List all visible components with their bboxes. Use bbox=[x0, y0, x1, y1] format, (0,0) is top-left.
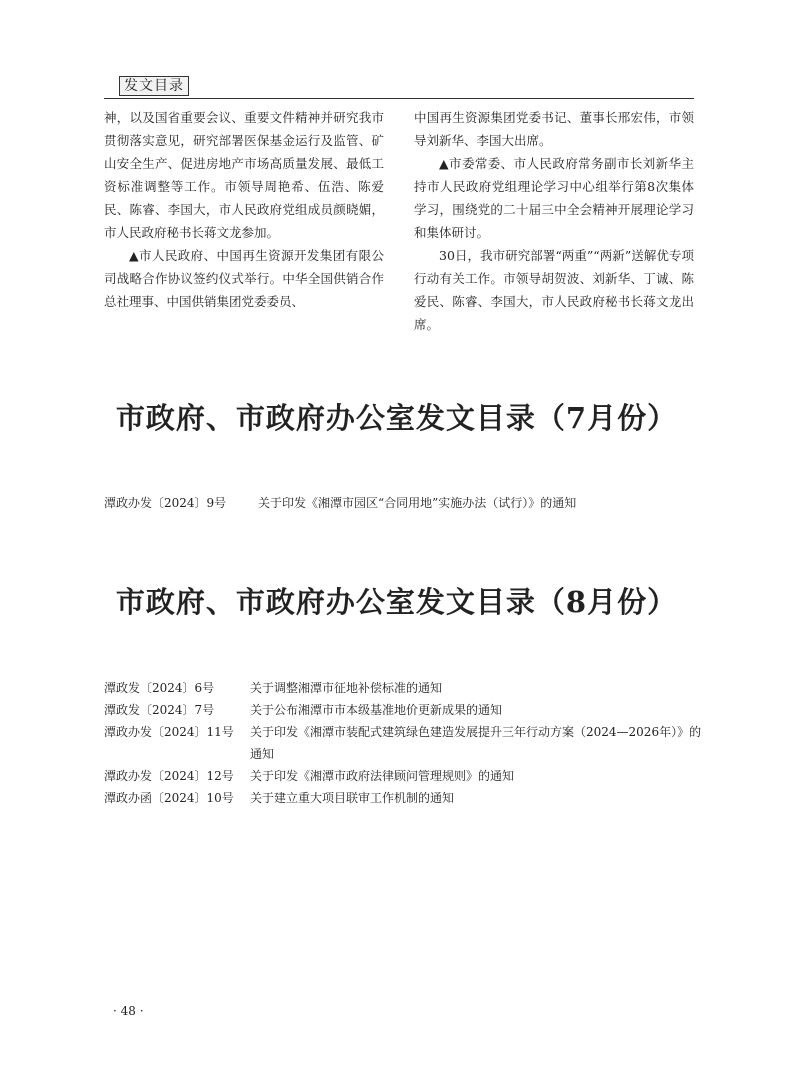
july-section-title: 市政府、市政府办公室发文目录（7月份） bbox=[115, 401, 678, 435]
doc-number: 潭政办发〔2024〕12号 bbox=[104, 769, 234, 783]
left-paragraph-1: 神，以及国省重要会议、重要文件精神并研究我市贯彻落实意见，研究部署医保基金运行及监管、矿山安全生产、促进房地产市场高质量发展、最低工资标准调整等工作。市领导周艳希、伍浩、陈爱民、陈睿、李国大，市人民政府党组成员颜晓媚，市人民政府秘书长蒋文龙参加。 bbox=[104, 110, 384, 240]
page-number: · 48 · bbox=[113, 1004, 144, 1018]
doc-number: 潭政发〔2024〕6号 bbox=[104, 681, 215, 695]
right-paragraph-1: 中国再生资源集团党委书记、董事长邢宏伟，市领导刘新华、李国大出席。 bbox=[414, 110, 694, 148]
doc-title: 关于建立重大项目联审工作机制的通知 bbox=[250, 791, 455, 805]
doc-title: 关于公布湘潭市市本级基准地价更新成果的通知 bbox=[250, 703, 503, 717]
doc-title: 关于印发《湘潭市园区“合同用地”实施办法（试行）》的通知 bbox=[258, 496, 577, 510]
right-paragraph-3: 30日，我市研究部署“两重”“两新”送解优专项行动有关工作。市领导胡贺波、刘新华、丁诚、陈爱民、陈睿、李国大，市人民政府秘书长蒋文龙出席。 bbox=[414, 248, 694, 332]
august-doc-list bbox=[104, 677, 704, 809]
header-divider bbox=[104, 98, 694, 99]
doc-number: 潭政发〔2024〕7号 bbox=[104, 703, 215, 717]
right-column bbox=[414, 106, 694, 336]
doc-row bbox=[104, 699, 704, 721]
july-doc-list bbox=[104, 492, 704, 514]
doc-row bbox=[104, 492, 704, 514]
doc-number: 潭政办发〔2024〕9号 bbox=[104, 496, 227, 510]
doc-row bbox=[104, 677, 704, 699]
doc-row bbox=[104, 787, 704, 809]
right-paragraph-2: ▲市委常委、市人民政府常务副市长刘新华主持市人民政府党组理论学习中心组举行第8次集体学习，围绕党的二十届三中全会精神开展理论学习和集体研讨。 bbox=[414, 156, 694, 240]
doc-title: 关于印发《湘潭市政府法律顾问管理规则》的通知 bbox=[250, 769, 515, 783]
left-column bbox=[104, 106, 384, 313]
doc-row bbox=[104, 721, 704, 765]
doc-row bbox=[104, 765, 704, 787]
doc-title: 关于调整湘潭市征地补偿标准的通知 bbox=[250, 681, 443, 695]
section-tag: 发文目录 bbox=[119, 76, 189, 96]
left-paragraph-2: ▲市人民政府、中国再生资源开发集团有限公司战略合作协议签约仪式举行。中华全国供销合作总社理事、中国供销集团党委委员、 bbox=[104, 248, 384, 309]
doc-number: 潭政办函〔2024〕10号 bbox=[104, 791, 234, 805]
doc-title: 关于印发《湘潭市装配式建筑绿色建造发展提升三年行动方案（2024—2026年）》的通知 bbox=[250, 725, 702, 761]
doc-number: 潭政办发〔2024〕11号 bbox=[104, 725, 234, 739]
august-section-title: 市政府、市政府办公室发文目录（8月份） bbox=[115, 585, 678, 619]
